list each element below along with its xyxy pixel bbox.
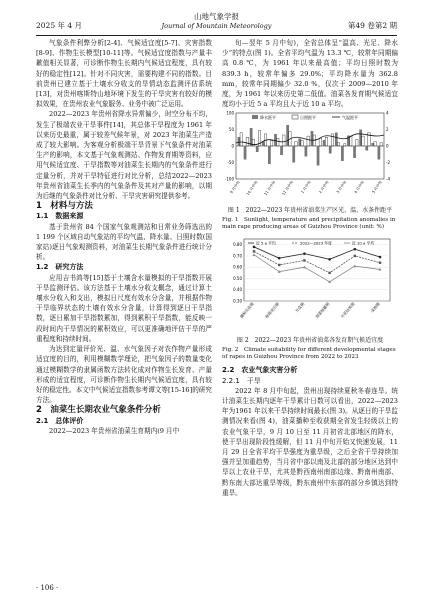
figure-2-caption-en: Fig. 2 Climate suitability for different developmental stages of rapes in Guizhou Province from 2022 to 2023 <box>222 346 396 361</box>
bar <box>307 137 309 147</box>
data-point <box>303 253 306 256</box>
right-column <box>222 38 398 498</box>
running-header <box>36 12 397 38</box>
journal-title-en: Journal of Mountain Meteorology <box>161 22 272 30</box>
legend <box>248 241 374 246</box>
data-point <box>354 248 357 251</box>
legend <box>252 114 358 120</box>
bar <box>365 146 368 151</box>
data-point <box>278 264 280 266</box>
data-point <box>278 257 281 260</box>
data-point <box>379 256 382 259</box>
left-column <box>36 38 212 436</box>
x-tick-label: 9 月中旬 <box>229 180 241 195</box>
x-tick-label: 现蕾抽薹期 <box>314 301 331 320</box>
bar <box>246 138 248 147</box>
data-point <box>253 251 255 253</box>
bar <box>337 143 339 146</box>
bar <box>378 146 381 160</box>
bar <box>325 138 327 147</box>
x-tick-label: 3 月中旬 <box>335 180 348 195</box>
figure-1-caption: 图 1 2022—2023 年贵州省油菜生产区光、温、水条件距平 <box>227 206 393 214</box>
bar <box>356 140 358 147</box>
bar <box>329 146 332 154</box>
bar <box>270 141 272 147</box>
bar <box>252 140 254 147</box>
bar <box>353 146 356 158</box>
x-tick-label: 10 月中旬 <box>245 180 259 197</box>
bar <box>331 134 333 146</box>
y-tick-label: 0 <box>231 143 234 149</box>
paragraph: 气象条件利弊分析[2-4]、气候适宜度[5-7]、灾害指数[8-9]、作物生长模型[10-11]等。气候适宜度指数与产量丰歉值相关显著，可诊断作物生长期内气候适宜程度，具有较好的稳定性[12]。针对不同灾害，需要构建不同的指数。目前贵州已建立基于土壤水分收支的旱情动态监测评估系统[13]，对贵州喀斯特山地环境下发生的干旱灾害有较好的模拟效果，在贵州农业气象服务、业务中被广泛运用。 <box>36 39 212 109</box>
data-point <box>253 246 256 249</box>
data-point <box>303 260 305 262</box>
legend-item: 气温距平 <box>342 115 358 121</box>
volume-issue: 第49 卷第2 期 <box>347 21 397 30</box>
x-tick-label: 移栽成活期 <box>263 301 280 320</box>
x-tick-label: 12 月中旬 <box>281 180 295 197</box>
y-tick-label: 0 <box>386 143 389 149</box>
subsubsection-heading: 2.2.1 干旱 <box>222 376 261 385</box>
bar <box>319 139 321 147</box>
y-tick-label: 0.30 <box>233 298 242 304</box>
y-tick-label: 0.80 <box>233 242 242 248</box>
bar <box>244 146 247 160</box>
page-number: · 106 · <box>36 584 59 592</box>
bar <box>295 142 297 146</box>
anomaly-chart <box>222 109 398 201</box>
figure-1-caption-en: Fig. 1 Sunlight, temperature and precipitation anomalies in main rape producing areas of Guizhou Province (unit: %) <box>222 216 396 231</box>
series-line <box>254 255 380 282</box>
x-tick-label: 2 月中旬 <box>318 180 330 195</box>
subsection-heading: 2.1 总体评价 <box>36 416 84 425</box>
section-heading: 2 油菜生长期农业气象条件分析 <box>36 405 161 416</box>
bar <box>362 137 364 147</box>
bar <box>317 146 320 166</box>
data-point <box>328 258 331 261</box>
paragraph: 2022—2023 年贵州省油菜生育期内(9 月中 <box>49 426 180 435</box>
bar <box>374 142 376 146</box>
bar <box>350 137 352 147</box>
bar <box>305 146 308 157</box>
y-tick-label: 0.60 <box>233 265 242 271</box>
bar <box>343 144 345 146</box>
bar <box>292 146 295 163</box>
x-tick-label: 5 月中旬 <box>371 180 383 195</box>
data-point <box>328 272 330 274</box>
y-tick-label: 4 <box>386 110 389 116</box>
subsection-heading: 2.2 农业气象灾害分析 <box>222 366 298 375</box>
legend-item: 2022—2023 年度 <box>300 240 332 246</box>
bar <box>341 146 344 161</box>
legend-item: 降水距平 <box>260 115 276 121</box>
legend-item: 近 5 a 平均 <box>256 240 276 246</box>
y-tick-label: 0.50 <box>233 276 242 282</box>
x-tick-label: 开花结荚期 <box>339 301 356 320</box>
figure-1 <box>222 109 398 231</box>
x-tick-label: 成熟期 <box>369 301 381 314</box>
y-tick-label: 2 <box>386 127 389 133</box>
x-tick-label: 11 月中旬 <box>263 180 277 197</box>
legend-item: 日照距平 <box>300 115 316 121</box>
data-point <box>253 254 256 257</box>
y-tick-label: 100 <box>226 110 234 116</box>
paragraph: 旬—翌年 5 月中旬)，全省总体呈“温高、光足、降水少”的特点(图 1)。全省平均气温为 13.3 ℃，较常年同期偏高 0.8 ℃，为 1961 年以来最高值；平均日照时数为 839.3 h，较常年偏多 29.0%；平均降水量为 362.8 mm，较常年同期偏少 32.0 %，仅次于 2009—2010 年度，为 1961 年以来历史第二低值。油菜各发育期气候适宜度均小于近 5 a 平均且大于近 10 a 平均。 <box>222 39 398 109</box>
paragraph: 应用吉书鸿等[15]基于土壤含水量模拟的干旱指数开展干旱监测评估。该方法基于土壤水分收支概念，通过计算土壤水分收入和支出，模拟日尺度有效水分含量，并根据作物干旱临界状态的土壤有效水分含量，计算得到逐日干旱指数，逐日累加干旱指数累加，得到累积干旱指数，能反映一段时间内干旱情况的累积效应，可以更准确地评估干旱的严重程度和持续时间。 <box>36 273 212 343</box>
figure-2 <box>222 235 398 361</box>
section-heading: 1 材料与方法 <box>36 201 93 212</box>
bar <box>240 133 242 146</box>
x-tick-label: 播种出苗期 <box>238 301 255 320</box>
series-line <box>254 247 380 259</box>
series-line <box>254 252 380 273</box>
bar <box>283 135 285 146</box>
bar <box>268 146 271 164</box>
y-tick-label: -50 <box>227 160 234 166</box>
suitability-chart <box>222 235 398 331</box>
bar <box>256 146 259 152</box>
y-tick-label: 0.40 <box>233 287 242 293</box>
data-point <box>354 255 356 257</box>
paragraph: 2022—2023 年贵州省降水异常偏少，时空分布不均，发生了极端农业干旱事件[14]，其总体干旱程度为 1961 年以来历史最重，属于较差气候年景，对 2023 年油菜生产造成了较大影响。为客观分析极端干旱背景下气象条件对油菜生产的影响，本文基于气象观测站、作物发育期等资料，应用气候适宜度、干旱指数等对油菜生长期内的气象条件进行定量分析，并对干旱特征进行对比分析，总结2022—2023 年贵州省油菜生长季内的气象条件及其对产量的影响，以期为后继的气象条件对比分析、干旱灾害研究提供参考。 <box>36 110 212 201</box>
bar <box>277 139 279 147</box>
paragraph: 为达到定量评价光、温、水气象因子对农作物产量形成适宜度的目的，利用模糊数学理论，把气象因子的数量变化通过模糊数学的隶属函数方法转化成对作物生长发育、产量形成的适宜程度，可诊断作物生长期内气候适宜度，具有较好的稳定性。本文中气候适宜指数参考谭文等[15-16]的研究方法。 <box>36 345 212 405</box>
y-tick-label: -2 <box>386 160 390 166</box>
figure-2-caption: 图 2 2022—2023 年贵州省油菜各发育期气候适宜度 <box>236 336 384 344</box>
paragraph: 基于贵州省 84 个国家气象观测站和日常业务筛选出的 1 199 个区域自动气象站的平均气温、降水量、日照时数(国家站)逐日气象观测资料，对油菜生长期气象条件进行统计分析。 <box>36 222 212 262</box>
x-tick-label: 4 月中旬 <box>353 180 366 195</box>
y-tick-label: 0.70 <box>233 253 242 259</box>
y-tick-label: -4 <box>386 176 390 182</box>
x-tick-label: 开盘期 <box>294 301 306 314</box>
legend-item: 近 10 a 平均 <box>352 240 375 246</box>
paragraph: 2022 年 8 月中旬起，贵州出现持续夏秋冬春连旱。统计油菜生长期内逐年干旱累计日数可以看出，2022—2023 年为1961 年以来干旱持续时间最长(图 3)。从逐日的干旱监测情况来看(图 4)，油菜播种至收获期全省发生轻级以上的农业气象干旱，9 月 10 日至 11 月初省北部地区的降水，使干旱出现阶段性缓解，但 11 月中旬开始又快速发展，11 月 29 日全省平均干旱强度为重旱级，之后全省干旱持续加强并呈加重趋势，当月省中部以南及北部的部分地区达到中旱以上农业干旱，尤其是黔西南州南部边缘、黔南州南部、黔东南大部达重旱等级，黔东南州中东部的部分乡镇达到特重旱。 <box>222 386 398 497</box>
subsection-heading: 1.1 数据来源 <box>36 212 84 221</box>
data-point <box>379 262 381 264</box>
x-tick-label: 1 月中旬 <box>300 180 312 195</box>
bar <box>280 146 283 155</box>
bar <box>301 141 303 147</box>
journal-title: 山地气象学报 <box>194 12 239 21</box>
y-tick-label: -100 <box>224 176 234 182</box>
header-rule <box>36 35 397 36</box>
bar <box>380 143 382 146</box>
subsection-heading: 1.2 研究方法 <box>36 263 84 272</box>
y-tick-label: 50 <box>228 127 234 133</box>
issue-date: 2025 年 4 月 <box>36 21 83 30</box>
